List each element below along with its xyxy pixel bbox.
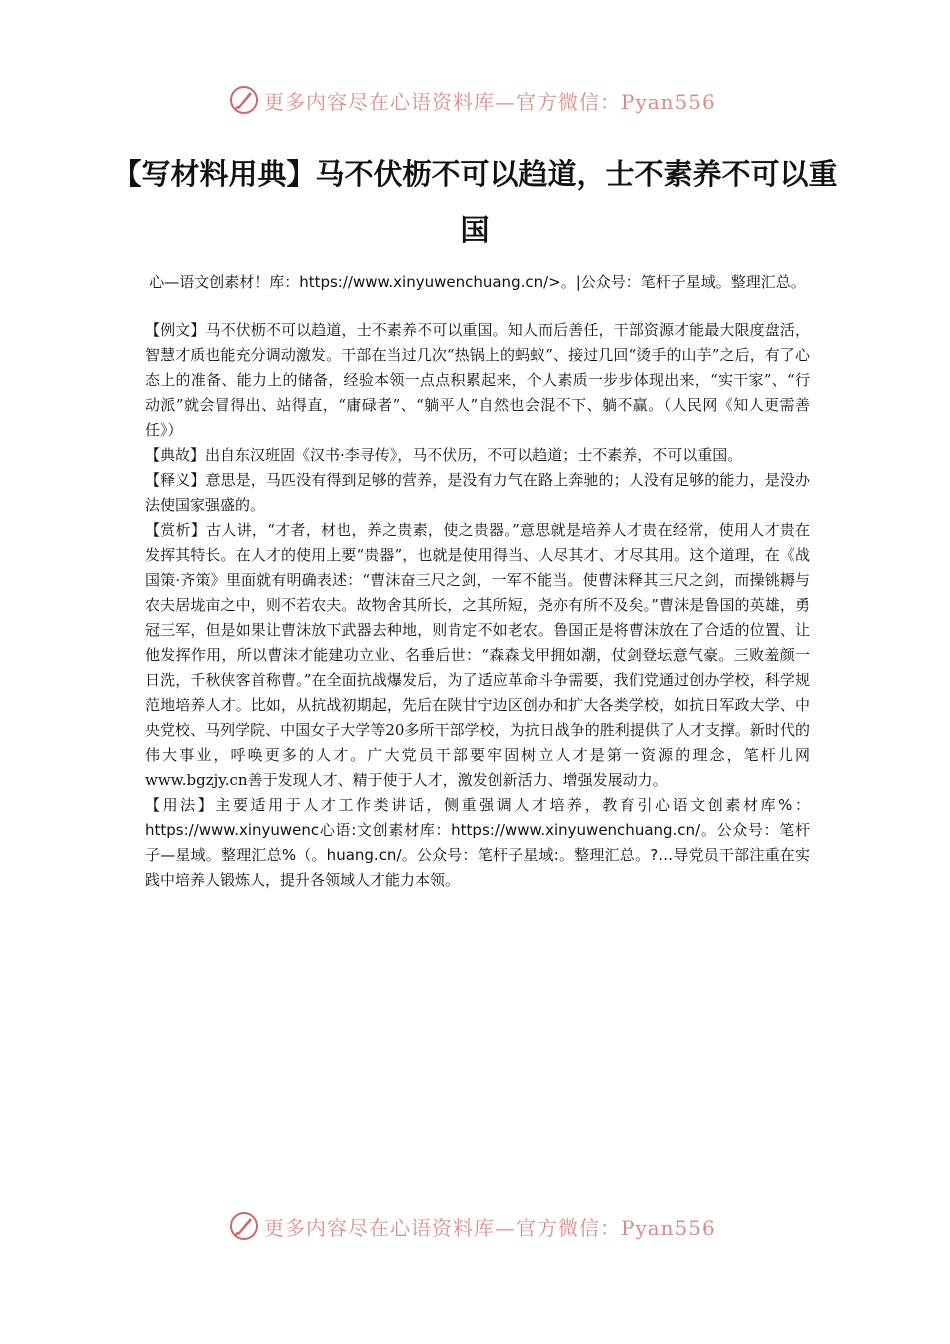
footer-banner [228,1210,716,1242]
allusion-paragraph: 【典故】出自东汉班固《汉书·李寻传》，马不伏历，不可以趋道；士不素养，不可以重国。 [145,446,743,464]
example-paragraph: 【例文】马不伏枥不可以趋道，士不素养不可以重国。知人而后善任，干部资源才能最大限度盘活，智慧才质也能充分调动激发。干部在当过几次“热锅上的蚂蚁”、接过几回“烫手的山芋”之后，有了心态上的准备、能力上的储备，经验本领一点点积累起来，个人素质一步步体现出来，“实干家”、“行动派”就会冒得出、站得直，“庸碌者”、“躺平人”自然也会混不下、躺不赢。（人民网《知人更需善任》） [145,321,810,439]
meaning-paragraph: 【释义】意思是，马匹没有得到足够的营养，是没有力气在路上奔驰的；人没有足够的能力，是没办法使国家强盛的。 [145,471,810,514]
usage-paragraph: 【用法】主要适用于人才工作类讲话，侧重强调人才培养，教育引心语文创素材库%：https://www.xinyuwenc心语:文创素材库：https://www.xinyuwenchuang.cn/。公众号：笔杆子—星域。整理汇总%（。huang.cn/。公众号：笔杆子星域:。整理汇总。?…导党员干部注重在实践中培养人锻炼人，提升各领域人才能力本领。 [145,796,810,889]
source-line: 心—语文创素材！库：https://www.xinyuwenchuang.cn/>。|公众号：笔杆子星域。整理汇总。 [149,273,806,291]
banner-text: 更多内容尽在心语资料库—官方微信：Pyan556 [264,1215,716,1240]
quill-pen-logo-icon [228,1210,260,1242]
article-body [145,318,810,893]
banner-text: 更多内容尽在心语资料库—官方微信：Pyan556 [264,89,716,114]
header-banner [228,84,716,116]
analysis-paragraph: 【赏析】古人讲，“才者，材也，养之贵素，使之贵器。”意思就是培养人才贵在经常，使用人才贵在发挥其特长。在人才的使用上要“贵器”，也就是使用得当、人尽其才、才尽其用。这个道理，在《战国策·齐策》里面就有明确表述：“曹沫奋三尺之剑，一军不能当。使曹沫释其三尺之剑，而操铫耨与农夫居垅亩之中，则不若农夫。故物舍其所长，之其所短，尧亦有所不及矣。”曹沫是鲁国的英雄，勇冠三军，但是如果让曹沫放下武器去种地，则肯定不如老农。鲁国正是将曹沫放在了合适的位置、让他发挥作用，所以曹沫才能建功立业、名垂后世：“森森戈甲拥如潮，仗剑登坛意气豪。三败羞颜一日洗，千秋侠客首称曹。”在全面抗战爆发后，为了适应革命斗争需要，我们党通过创办学校，科学规范地培养人才。比如，从抗战初期起，先后在陕甘宁边区创办和扩大各类学校，如抗日军政大学、中央党校、马列学院、中国女子大学等20多所干部学校，为抗日战争的胜利提供了人才支撑。新时代的伟大事业，呼唤更多的人才。广大党员干部要牢固树立人才是第一资源的理念，笔杆儿网www.bgzjy.cn善于发现人才、精于使于人才，激发创新活力、增强发展动力。 [145,521,810,789]
page-title: 【写材料用典】马不伏枥不可以趋道，士不素养不可以重国 [112,157,838,247]
quill-pen-logo-icon [228,84,260,116]
